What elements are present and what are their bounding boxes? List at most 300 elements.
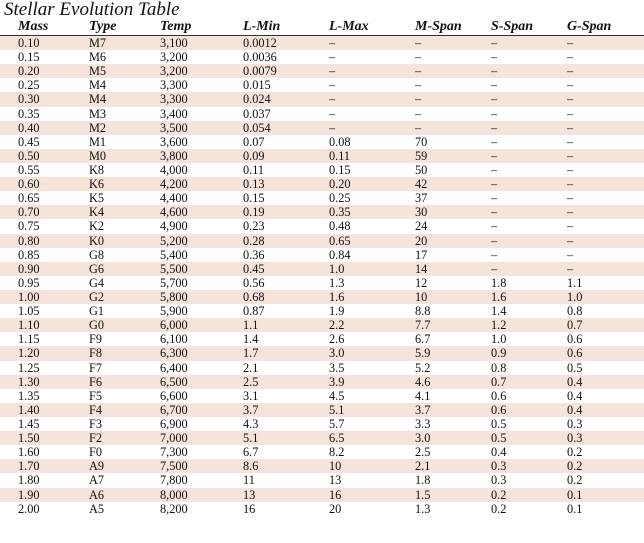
cell-type: F8 [89,346,160,360]
cell-temp: 6,300 [160,346,243,360]
cell-temp: 5,900 [160,304,243,318]
cell-g-span: 1.0 [567,290,644,304]
header-row [0,18,644,36]
table-row [0,375,644,389]
cell-s-span: – [491,248,567,262]
row-spacer [0,219,18,233]
cell-m-span: – [415,36,491,51]
cell-g-span: – [567,78,644,92]
row-spacer [0,191,18,205]
cell-l-min: 0.87 [243,304,329,318]
table-header [0,18,644,36]
cell-temp: 8,000 [160,488,243,502]
cell-type: G2 [89,290,160,304]
cell-type: M4 [89,92,160,106]
cell-temp: 7,500 [160,459,243,473]
cell-temp: 4,400 [160,191,243,205]
row-spacer [0,50,18,64]
cell-l-min: 13 [243,488,329,502]
cell-l-min: 1.1 [243,318,329,332]
cell-mass: 0.65 [18,191,89,205]
cell-m-span: – [415,92,491,106]
row-spacer [0,417,18,431]
cell-g-span: – [567,262,644,276]
cell-type: M4 [89,78,160,92]
cell-s-span: – [491,135,567,149]
table-row [0,389,644,403]
cell-mass: 1.45 [18,417,89,431]
cell-g-span: – [567,135,644,149]
cell-l-max: 5.7 [329,417,415,431]
cell-type: F3 [89,417,160,431]
cell-g-span: 0.4 [567,375,644,389]
cell-l-max: 4.5 [329,389,415,403]
cell-mass: 0.25 [18,78,89,92]
cell-l-min: 0.037 [243,107,329,121]
cell-mass: 1.30 [18,375,89,389]
cell-s-span: – [491,191,567,205]
cell-g-span: 0.2 [567,459,644,473]
cell-l-min: 0.0036 [243,50,329,64]
cell-s-span: – [491,50,567,64]
row-spacer [0,135,18,149]
cell-l-min: 0.19 [243,205,329,219]
row-spacer [0,389,18,403]
row-spacer [0,248,18,262]
column-header-temp: Temp [160,18,243,36]
cell-temp: 3,400 [160,107,243,121]
cell-m-span: 2.5 [415,445,491,459]
cell-l-max: 6.5 [329,431,415,445]
cell-temp: 3,600 [160,135,243,149]
cell-temp: 3,100 [160,36,243,51]
cell-l-max: – [329,107,415,121]
cell-mass: 0.85 [18,248,89,262]
cell-g-span: 0.3 [567,431,644,445]
cell-g-span: 0.5 [567,361,644,375]
cell-temp: 6,900 [160,417,243,431]
cell-type: M7 [89,36,160,51]
table-row [0,177,644,191]
cell-m-span: 5.9 [415,346,491,360]
cell-mass: 1.10 [18,318,89,332]
cell-l-min: 0.68 [243,290,329,304]
cell-l-min: 0.56 [243,276,329,290]
cell-mass: 1.60 [18,445,89,459]
cell-mass: 0.95 [18,276,89,290]
cell-g-span: 0.8 [567,304,644,318]
row-spacer [0,290,18,304]
row-spacer [0,346,18,360]
cell-m-span: 17 [415,248,491,262]
cell-temp: 4,200 [160,177,243,191]
cell-temp: 6,100 [160,332,243,346]
cell-mass: 1.15 [18,332,89,346]
cell-g-span: 0.2 [567,445,644,459]
header-spacer [0,18,18,36]
cell-l-max: 13 [329,473,415,487]
cell-s-span: – [491,92,567,106]
cell-g-span: 0.6 [567,332,644,346]
cell-s-span: – [491,262,567,276]
cell-type: F0 [89,445,160,459]
table-row [0,502,644,516]
table-row [0,205,644,219]
cell-l-max: 10 [329,459,415,473]
cell-l-max: 1.6 [329,290,415,304]
cell-type: A9 [89,459,160,473]
cell-temp: 5,700 [160,276,243,290]
cell-g-span: – [567,234,644,248]
table-row [0,149,644,163]
cell-s-span: – [491,219,567,233]
row-spacer [0,149,18,163]
cell-temp: 6,500 [160,375,243,389]
cell-type: M1 [89,135,160,149]
cell-l-min: 0.015 [243,78,329,92]
cell-mass: 1.80 [18,473,89,487]
row-spacer [0,276,18,290]
column-header-l-max: L-Max [329,18,415,36]
row-spacer [0,234,18,248]
stellar-evolution-table [0,18,644,516]
cell-mass: 0.50 [18,149,89,163]
cell-g-span: – [567,121,644,135]
cell-type: M0 [89,149,160,163]
cell-temp: 4,900 [160,219,243,233]
cell-s-span: 0.6 [491,403,567,417]
cell-s-span: – [491,205,567,219]
cell-m-span: 50 [415,163,491,177]
cell-m-span: 5.2 [415,361,491,375]
table-row [0,121,644,135]
cell-mass: 0.15 [18,50,89,64]
table-row [0,346,644,360]
table-row [0,92,644,106]
table-row [0,262,644,276]
cell-mass: 0.75 [18,219,89,233]
row-spacer [0,304,18,318]
cell-l-max: 0.15 [329,163,415,177]
cell-l-min: 0.07 [243,135,329,149]
cell-s-span: 1.0 [491,332,567,346]
cell-l-max: 0.48 [329,219,415,233]
cell-mass: 0.10 [18,36,89,51]
cell-l-max: – [329,50,415,64]
cell-g-span: – [567,191,644,205]
cell-l-max: 1.9 [329,304,415,318]
cell-m-span: 6.7 [415,332,491,346]
row-spacer [0,473,18,487]
table-row [0,403,644,417]
cell-g-span: – [567,163,644,177]
table-row [0,248,644,262]
table-row [0,332,644,346]
cell-type: G6 [89,262,160,276]
cell-l-max: 20 [329,502,415,516]
cell-m-span: – [415,50,491,64]
row-spacer [0,262,18,276]
row-spacer [0,445,18,459]
cell-m-span: 10 [415,290,491,304]
cell-l-min: 16 [243,502,329,516]
cell-mass: 1.25 [18,361,89,375]
cell-mass: 1.40 [18,403,89,417]
cell-type: G1 [89,304,160,318]
cell-s-span: 0.5 [491,417,567,431]
cell-type: A7 [89,473,160,487]
cell-l-min: 0.09 [243,149,329,163]
cell-l-max: 1.0 [329,262,415,276]
row-spacer [0,502,18,516]
cell-type: F2 [89,431,160,445]
table-row [0,276,644,290]
cell-m-span: – [415,64,491,78]
cell-l-max: 2.6 [329,332,415,346]
cell-m-span: 7.7 [415,318,491,332]
row-spacer [0,431,18,445]
cell-s-span: – [491,121,567,135]
row-spacer [0,107,18,121]
cell-mass: 1.90 [18,488,89,502]
cell-temp: 8,200 [160,502,243,516]
table-row [0,234,644,248]
cell-l-min: 5.1 [243,431,329,445]
table-row [0,163,644,177]
cell-temp: 7,800 [160,473,243,487]
cell-s-span: 0.8 [491,361,567,375]
cell-g-span: 0.3 [567,417,644,431]
row-spacer [0,177,18,191]
cell-type: A5 [89,502,160,516]
cell-mass: 1.50 [18,431,89,445]
cell-g-span: 0.1 [567,502,644,516]
row-spacer [0,163,18,177]
cell-l-min: 1.4 [243,332,329,346]
cell-s-span: 0.2 [491,488,567,502]
cell-m-span: 4.1 [415,389,491,403]
cell-g-span: – [567,50,644,64]
cell-s-span: 0.3 [491,459,567,473]
cell-l-max: 0.65 [329,234,415,248]
cell-s-span: 1.8 [491,276,567,290]
cell-m-span: 1.3 [415,502,491,516]
cell-mass: 0.55 [18,163,89,177]
cell-m-span: 1.8 [415,473,491,487]
cell-temp: 6,700 [160,403,243,417]
cell-type: A6 [89,488,160,502]
cell-g-span: – [567,92,644,106]
cell-l-max: – [329,121,415,135]
cell-s-span: – [491,163,567,177]
cell-m-span: 30 [415,205,491,219]
cell-type: M3 [89,107,160,121]
cell-l-max: 5.1 [329,403,415,417]
cell-l-min: 0.0079 [243,64,329,78]
cell-temp: 5,400 [160,248,243,262]
cell-l-min: 0.15 [243,191,329,205]
table-title: Stellar Evolution Table [4,0,180,20]
cell-temp: 6,600 [160,389,243,403]
cell-temp: 3,300 [160,78,243,92]
cell-s-span: – [491,64,567,78]
cell-l-min: 8.6 [243,459,329,473]
cell-temp: 7,300 [160,445,243,459]
cell-l-max: 0.84 [329,248,415,262]
cell-s-span: 0.9 [491,346,567,360]
table-row [0,191,644,205]
cell-type: K2 [89,219,160,233]
cell-l-min: 0.13 [243,177,329,191]
cell-type: F7 [89,361,160,375]
row-spacer [0,78,18,92]
cell-l-min: 0.11 [243,163,329,177]
cell-type: G8 [89,248,160,262]
cell-g-span: 0.4 [567,389,644,403]
cell-mass: 1.70 [18,459,89,473]
cell-l-min: 0.054 [243,121,329,135]
cell-l-max: – [329,36,415,51]
cell-m-span: 14 [415,262,491,276]
cell-g-span: – [567,205,644,219]
cell-temp: 6,400 [160,361,243,375]
cell-l-min: 11 [243,473,329,487]
cell-m-span: 3.3 [415,417,491,431]
cell-s-span: – [491,234,567,248]
cell-l-max: – [329,92,415,106]
cell-mass: 1.05 [18,304,89,318]
table-body [0,36,644,516]
cell-g-span: – [567,107,644,121]
cell-mass: 0.80 [18,234,89,248]
cell-m-span: – [415,121,491,135]
cell-l-max: 0.08 [329,135,415,149]
column-header-m-span: M-Span [415,18,491,36]
cell-l-min: 0.0012 [243,36,329,51]
cell-l-max: 0.20 [329,177,415,191]
table-row [0,219,644,233]
row-spacer [0,121,18,135]
cell-temp: 7,000 [160,431,243,445]
table-row [0,459,644,473]
table-row [0,64,644,78]
cell-s-span: 0.5 [491,431,567,445]
cell-temp: 3,300 [160,92,243,106]
cell-s-span: – [491,149,567,163]
cell-m-span: 59 [415,149,491,163]
cell-g-span: 1.1 [567,276,644,290]
cell-s-span: – [491,177,567,191]
cell-s-span: 0.4 [491,445,567,459]
cell-g-span: 0.6 [567,346,644,360]
cell-mass: 0.90 [18,262,89,276]
cell-l-max: 0.11 [329,149,415,163]
cell-l-min: 3.1 [243,389,329,403]
cell-m-span: 20 [415,234,491,248]
cell-type: M6 [89,50,160,64]
cell-temp: 3,800 [160,149,243,163]
cell-m-span: 1.5 [415,488,491,502]
cell-temp: 4,000 [160,163,243,177]
cell-s-span: 0.7 [491,375,567,389]
cell-l-max: 3.5 [329,361,415,375]
cell-m-span: 2.1 [415,459,491,473]
cell-m-span: – [415,107,491,121]
cell-type: F4 [89,403,160,417]
cell-type: M5 [89,64,160,78]
cell-s-span: – [491,107,567,121]
cell-temp: 6,000 [160,318,243,332]
row-spacer [0,205,18,219]
table-row [0,417,644,431]
row-spacer [0,64,18,78]
cell-l-min: 2.5 [243,375,329,389]
cell-l-max: – [329,78,415,92]
cell-s-span: 0.3 [491,473,567,487]
cell-l-max: – [329,64,415,78]
cell-m-span: 4.6 [415,375,491,389]
cell-m-span: 12 [415,276,491,290]
cell-m-span: – [415,78,491,92]
row-spacer [0,361,18,375]
row-spacer [0,375,18,389]
cell-type: F6 [89,375,160,389]
cell-m-span: 24 [415,219,491,233]
column-header-l-min: L-Min [243,18,329,36]
cell-mass: 0.35 [18,107,89,121]
cell-g-span: – [567,219,644,233]
cell-l-min: 0.45 [243,262,329,276]
cell-mass: 1.20 [18,346,89,360]
cell-m-span: 70 [415,135,491,149]
column-header-g-span: G-Span [567,18,644,36]
cell-s-span: 1.4 [491,304,567,318]
cell-m-span: 3.0 [415,431,491,445]
cell-s-span: – [491,78,567,92]
cell-mass: 1.00 [18,290,89,304]
cell-g-span: 0.4 [567,403,644,417]
cell-l-max: 8.2 [329,445,415,459]
cell-l-max: 2.2 [329,318,415,332]
row-spacer [0,36,18,51]
cell-mass: 0.20 [18,64,89,78]
cell-type: K5 [89,191,160,205]
cell-g-span: – [567,64,644,78]
cell-type: F9 [89,332,160,346]
cell-s-span: 1.6 [491,290,567,304]
cell-s-span: 0.6 [491,389,567,403]
row-spacer [0,459,18,473]
cell-temp: 5,500 [160,262,243,276]
cell-l-max: 16 [329,488,415,502]
cell-type: G0 [89,318,160,332]
cell-temp: 3,200 [160,64,243,78]
cell-type: F5 [89,389,160,403]
cell-g-span: 0.1 [567,488,644,502]
column-header-s-span: S-Span [491,18,567,36]
table-row [0,361,644,375]
table-row [0,290,644,304]
cell-type: K8 [89,163,160,177]
cell-m-span: 3.7 [415,403,491,417]
table-row [0,107,644,121]
cell-m-span: 37 [415,191,491,205]
column-header-mass: Mass [18,18,89,36]
cell-mass: 0.60 [18,177,89,191]
cell-type: K6 [89,177,160,191]
cell-l-max: 1.3 [329,276,415,290]
cell-mass: 0.40 [18,121,89,135]
